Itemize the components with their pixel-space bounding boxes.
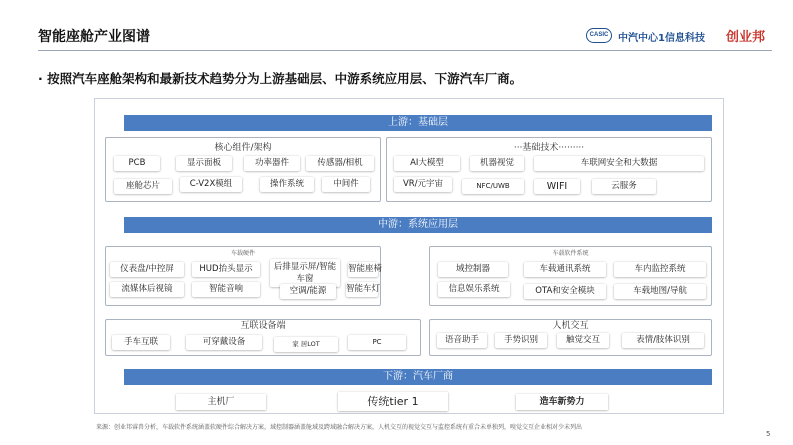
page-subtitle: · 按照汽车座舱架构和最新技术趋势分为上游基础层、中游系统应用层、下游汽车厂商。: [38, 71, 523, 86]
node-comm-system: 车载通讯系统: [524, 262, 606, 277]
node-ac-energy: 空调/能源: [280, 284, 336, 299]
node-stream-mirror: 流媒体后视镜: [110, 282, 184, 297]
node-smart-speaker: 智能音响: [192, 282, 260, 297]
node-vr-metaverse: VR/元宇宙: [394, 177, 452, 192]
node-middleware: 中间件: [322, 177, 370, 192]
node-pc: PC: [348, 335, 406, 350]
node-domain-controller: 域控制器: [438, 262, 508, 277]
node-wifi: WIFI: [534, 179, 580, 194]
base-tech-label: ···基础技术·········: [513, 143, 585, 153]
node-gesture: 手势识别: [495, 333, 547, 348]
node-oem: 主机厂: [176, 394, 266, 410]
node-wearables: 可穿戴设备: [186, 335, 262, 350]
page-title: 智能座舱产业图谱: [38, 29, 150, 45]
header-divider: [38, 50, 772, 51]
node-cloud: 云服务: [592, 179, 656, 194]
node-hud: HUD抬头显示: [192, 262, 260, 277]
page-number: 5: [766, 430, 771, 438]
node-voice-assistant: 语音助手: [437, 333, 487, 348]
node-sensor-camera: 传感器/相机: [306, 156, 374, 171]
core-components-label: 核心组件/架构: [214, 143, 272, 153]
logo-company-name: 中汽中心1信息科技: [618, 33, 705, 44]
upstream-bar: 上游：基础层: [124, 115, 712, 131]
node-infotainment: 信息娱乐系统: [438, 282, 510, 297]
downstream-bar: 下游：汽车厂商: [124, 369, 712, 385]
node-haptic: 触觉交互: [557, 333, 609, 348]
node-iov-security: 车联网安全和大数据: [534, 156, 704, 171]
node-power-device: 功率器件: [244, 156, 300, 171]
node-map-nav: 车载地图/导航: [614, 284, 706, 299]
node-tier1: 传统tier 1: [338, 392, 448, 411]
node-new-forces: 造车新势力: [516, 394, 608, 410]
node-phone-car: 手车互联: [112, 335, 170, 350]
logo-brand: 创业邦: [726, 30, 766, 45]
node-ai-model: AI大模型: [394, 156, 460, 171]
source-footnote: 来源：创业邦睿兽分析，车载软件系统涵盖软硬件综合解决方案，域控制器涵盖舱域及跨域融合解决方案，人机交互的视觉交互与监控系统有重合未单独列，嗅觉交互企业相对少未列出: [96, 424, 583, 431]
casic-logo: CASIC: [586, 28, 612, 43]
software-label: 车载软件系统: [552, 250, 589, 257]
node-machine-vision: 机器视觉: [470, 156, 524, 171]
hmi-label: 人机交互: [552, 321, 589, 331]
node-pcb: PCB: [114, 156, 160, 171]
node-display-panel: 显示面板: [176, 156, 232, 171]
node-cv2x-module: C-V2X模组: [180, 177, 242, 192]
node-dashboard: 仪表盘/中控屏: [110, 262, 184, 277]
hardware-label: 车载硬件: [230, 250, 255, 257]
node-cabin-monitor: 车内监控系统: [614, 262, 706, 277]
node-smart-light: 智能车灯: [346, 282, 378, 297]
midstream-bar: 中游：系统应用层: [124, 217, 712, 233]
node-smart-seat: 智能座椅: [348, 262, 378, 277]
node-nfc-uwb: NFC/UWB: [462, 179, 524, 194]
node-ota-security: OTA和安全模块: [524, 284, 606, 299]
node-os: 操作系统: [260, 177, 314, 192]
node-expression-body: 表情/肢体识别: [622, 333, 704, 348]
node-cockpit-chip: 座舱芯片: [114, 179, 172, 194]
node-rear-display: 后排显示屏/智能车窗: [270, 259, 340, 287]
node-home-iot: 家 居LOT: [274, 337, 338, 352]
iot-label: 互联设备端: [240, 321, 286, 331]
